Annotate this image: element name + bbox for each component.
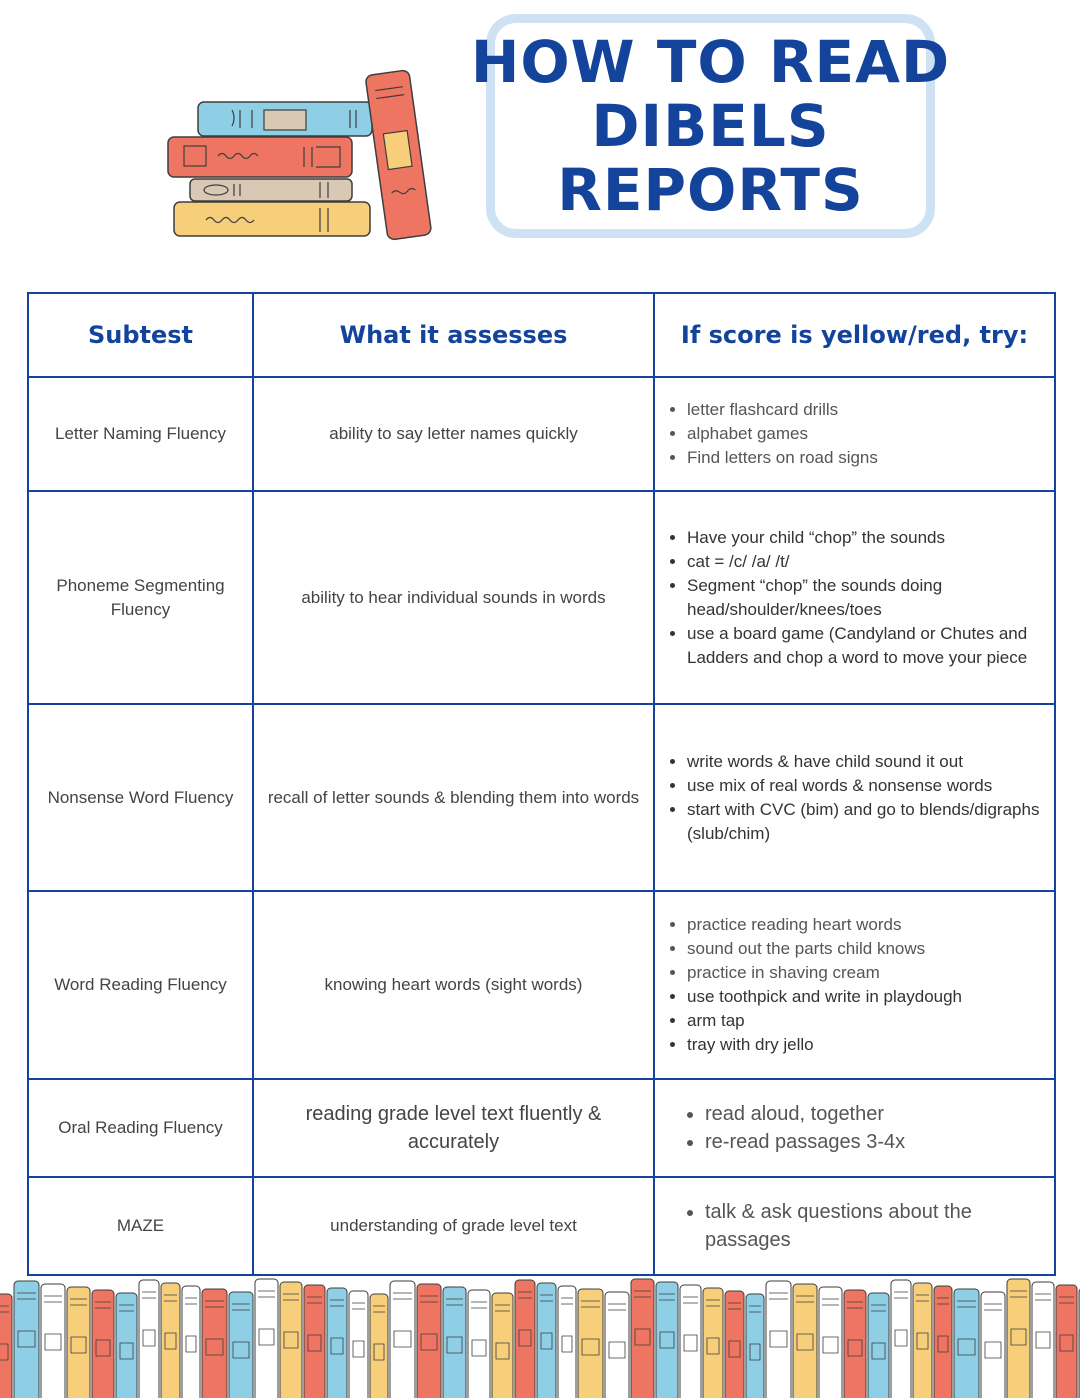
shelf-book <box>1056 1285 1077 1398</box>
tip-item: • tray with dry jello <box>687 1033 1042 1057</box>
shelf-book <box>492 1293 513 1398</box>
table-row <box>28 377 1055 491</box>
tip-item: • practice reading heart words <box>687 913 1042 937</box>
tip-item: • sound out the parts child knows <box>687 937 1042 961</box>
tip-item: • arm tap <box>687 1009 1042 1033</box>
assesses-cell: ability to hear individual sounds in words <box>253 491 654 704</box>
shelf-book <box>913 1283 932 1398</box>
shelf-book <box>0 1294 12 1398</box>
shelf-book <box>725 1291 744 1398</box>
tips-cell <box>654 891 1055 1079</box>
tip-item: • re-read passages 3-4x <box>705 1128 1042 1156</box>
shelf-book <box>680 1285 701 1398</box>
tips-cell <box>654 1177 1055 1275</box>
shelf-book <box>934 1286 952 1398</box>
subtest-cell: Letter Naming Fluency <box>28 377 253 491</box>
shelf-book <box>67 1287 90 1398</box>
title-line-2: DIBELS <box>591 92 830 160</box>
shelf-book <box>304 1285 325 1398</box>
title-line-1: HOW TO READ <box>470 28 951 96</box>
shelf-book <box>844 1290 866 1398</box>
tip-item: • use toothpick and write in playdough <box>687 985 1042 1009</box>
shelf-book <box>819 1287 842 1398</box>
shelf-book <box>558 1286 576 1398</box>
assesses-cell: understanding of grade level text <box>253 1177 654 1275</box>
tip-item: • letter flashcard drills <box>687 398 1042 422</box>
tip-item: • Have your child “chop” the sounds <box>687 526 1042 550</box>
table-header-row <box>28 293 1055 377</box>
tips-list <box>667 398 1042 470</box>
tip-item: • talk & ask questions about the passages <box>705 1198 1042 1254</box>
shelf-book <box>656 1282 678 1398</box>
table-row <box>28 1079 1055 1177</box>
assesses-cell: knowing heart words (sight words) <box>253 891 654 1079</box>
book-stack-illustration <box>160 62 440 247</box>
table-row <box>28 891 1055 1079</box>
tips-list <box>667 750 1042 846</box>
shelf-book <box>116 1293 137 1398</box>
subtest-cell: Word Reading Fluency <box>28 891 253 1079</box>
shelf-book <box>468 1290 490 1398</box>
tips-cell <box>654 704 1055 891</box>
shelf-book <box>746 1294 764 1398</box>
tip-item: • cat = /c/ /a/ /t/ <box>687 550 1042 574</box>
tip-item: • practice in shaving cream <box>687 961 1042 985</box>
tips-list <box>667 526 1042 670</box>
shelf-book <box>280 1282 302 1398</box>
bookshelf-border-illustration <box>0 1276 1080 1398</box>
shelf-book <box>370 1294 388 1398</box>
tips-cell <box>654 491 1055 704</box>
title-box <box>470 14 951 238</box>
shelf-book <box>443 1287 466 1398</box>
tip-item: • read aloud, together <box>705 1100 1042 1128</box>
subtest-cell: MAZE <box>28 1177 253 1275</box>
tip-item: • Find letters on road signs <box>687 446 1042 470</box>
tip-item: • write words & have child sound it out <box>687 750 1042 774</box>
shelf-book <box>868 1293 889 1398</box>
header-subtest: Subtest <box>28 293 253 377</box>
title-line-3: REPORTS <box>557 156 864 224</box>
subtest-cell: Phoneme Segmenting Fluency <box>28 491 253 704</box>
table-row <box>28 704 1055 891</box>
shelf-book <box>703 1288 723 1398</box>
dibels-subtest-table <box>27 292 1056 1276</box>
assesses-cell: recall of letter sounds & blending them into words <box>253 704 654 891</box>
tip-item: • start with CVC (bim) and go to blends/digraphs (slub/chim) <box>687 798 1042 846</box>
shelf-book <box>92 1290 114 1398</box>
tips-cell <box>654 377 1055 491</box>
tips-cell <box>654 1079 1055 1177</box>
tip-item: • Segment “chop” the sounds doing head/shoulder/knees/toes <box>687 574 1042 622</box>
table-row <box>28 491 1055 704</box>
tip-item: • alphabet games <box>687 422 1042 446</box>
shelf-book <box>182 1286 200 1398</box>
shelf-book <box>327 1288 347 1398</box>
assesses-cell: reading grade level text fluently & accurately <box>253 1079 654 1177</box>
shelf-book <box>161 1283 180 1398</box>
subtest-cell: Oral Reading Fluency <box>28 1079 253 1177</box>
table-row <box>28 1177 1055 1275</box>
assesses-cell: ability to say letter names quickly <box>253 377 654 491</box>
subtest-cell: Nonsense Word Fluency <box>28 704 253 891</box>
shelf-book <box>349 1291 368 1398</box>
tip-item: • use a board game (Candyland or Chutes and Ladders and chop a word to move your piece <box>687 622 1042 670</box>
shelf-book <box>537 1283 556 1398</box>
header-what-it-assesses: What it assesses <box>253 293 654 377</box>
header-if-score-yellow-red: If score is yellow/red, try: <box>654 293 1055 377</box>
tips-list <box>685 1100 1042 1156</box>
shelf-book <box>1032 1282 1054 1398</box>
tip-item: • use mix of real words & nonsense words <box>687 774 1042 798</box>
tips-list <box>685 1198 1042 1254</box>
tips-list <box>667 913 1042 1057</box>
